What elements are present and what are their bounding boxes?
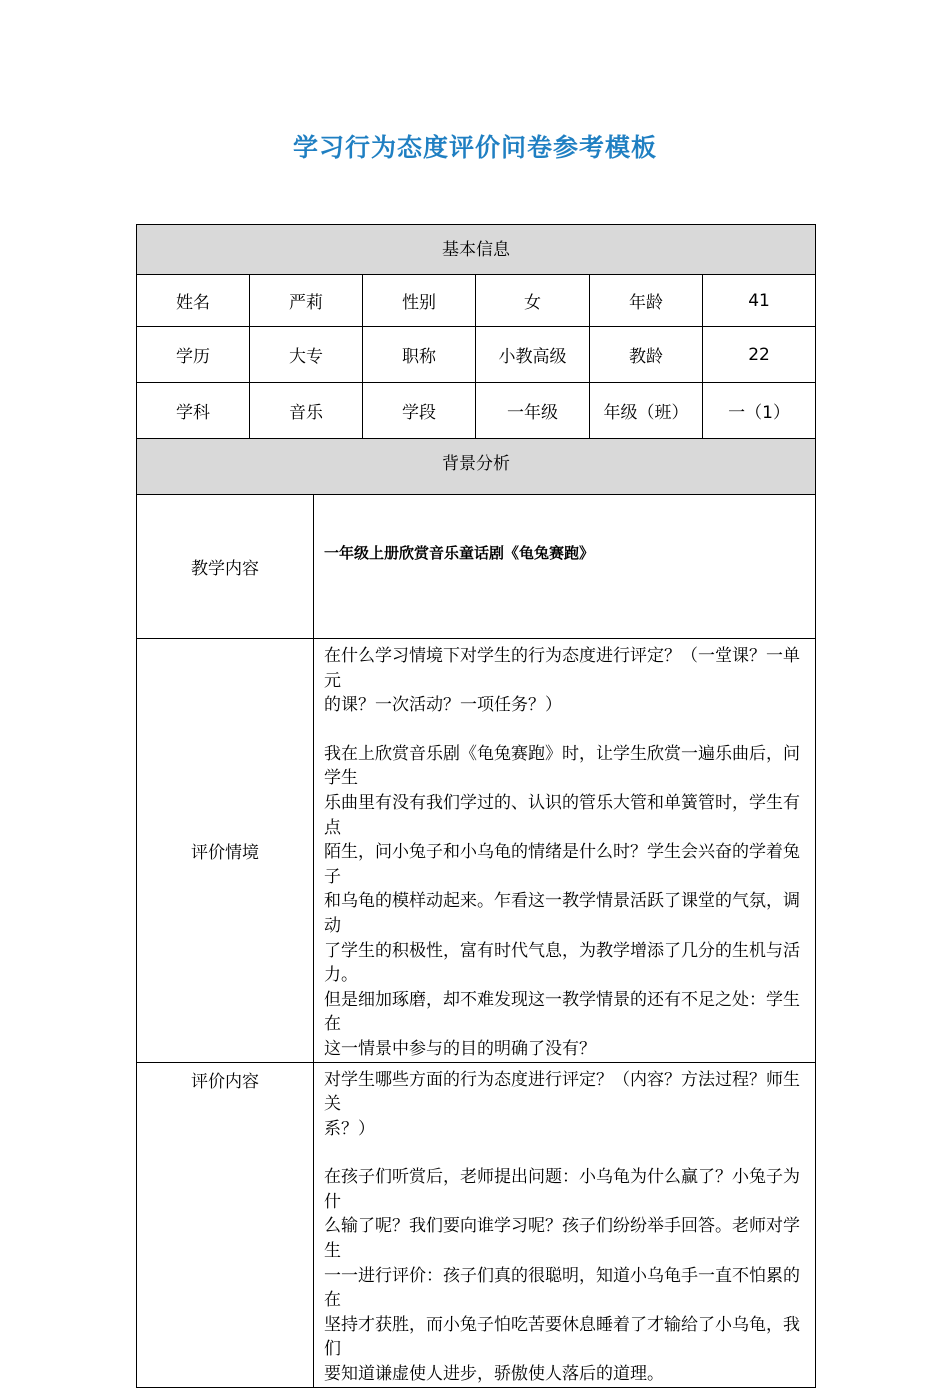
label-education: 学历 — [137, 327, 250, 383]
value-age: 41 — [703, 275, 816, 327]
eval-content-row — [137, 1062, 816, 1387]
eval-context-answer-line: 我在上欣赏音乐剧《龟兔赛跑》时，让学生欣赏一遍乐曲后，问学生 — [324, 743, 800, 789]
eval-content-label: 评价内容 — [137, 1062, 314, 1387]
eval-content-answer-line: 一一进行评价：孩子们真的很聪明，知道小乌龟手一直不怕累的在 — [324, 1265, 800, 1311]
value-subject: 音乐 — [250, 383, 363, 439]
eval-context-answer-line: 和乌龟的模样动起来。乍看这一教学情景活跃了课堂的气氛，调动 — [324, 891, 800, 936]
value-title: 小教高级 — [476, 327, 590, 383]
value-stage: 一年级 — [476, 383, 590, 439]
teaching-content-value: 一年级上册欣赏音乐童话剧《龟兔赛跑》 — [324, 544, 595, 562]
info-row-1 — [137, 275, 816, 327]
eval-context-answer-line: 乐曲里有没有我们学过的、认识的管乐大管和单簧管时，学生有点 — [324, 792, 800, 838]
value-teaching-years: 22 — [703, 327, 816, 383]
teaching-content-row — [137, 495, 816, 639]
label-teaching-years: 教龄 — [590, 327, 703, 383]
label-class: 年级（班） — [590, 383, 703, 439]
eval-context-answer-line: 了学生的积极性，富有时代气息，为教学增添了几分的生机与活力。 — [324, 940, 800, 986]
label-stage: 学段 — [363, 383, 476, 439]
label-age: 年龄 — [590, 275, 703, 327]
label-title: 职称 — [363, 327, 476, 383]
label-gender: 性别 — [363, 275, 476, 327]
eval-content-answer-line: 在孩子们听赏后，老师提出问题：小乌龟为什么赢了？小兔子为什 — [324, 1167, 800, 1212]
page-title: 学习行为态度评价问卷参考模板 — [292, 133, 657, 162]
eval-content-question-line: 对学生哪些方面的行为态度进行评定？（内容？方法过程？师生关 — [324, 1069, 800, 1115]
teaching-content-label: 教学内容 — [137, 495, 314, 639]
eval-content-text — [314, 1062, 816, 1387]
eval-content-answer-line: 坚持才获胜，而小兔子怕吃苦要休息睡着了才输给了小乌龟，我们 — [324, 1314, 800, 1360]
eval-context-answer-line: 但是细加琢磨，却不难发现这一教学情景的还有不足之处：学生在 — [324, 989, 800, 1035]
info-row-3 — [137, 383, 816, 439]
label-subject: 学科 — [137, 383, 250, 439]
basic-info-header: 基本信息 — [137, 225, 816, 275]
eval-context-answer-line: 这一情景中参与的目的明确了没有？ — [324, 1038, 596, 1059]
eval-content-question-line: 系？） — [324, 1118, 375, 1139]
value-name: 严莉 — [250, 275, 363, 327]
eval-context-question-line: 在什么学习情境下对学生的行为态度进行评定？（一堂课？一单元 — [324, 646, 800, 691]
value-class: 一（1） — [703, 383, 816, 439]
eval-context-row — [137, 639, 816, 1063]
value-gender: 女 — [476, 275, 590, 327]
background-header: 背景分析 — [137, 439, 816, 495]
info-row-2 — [137, 327, 816, 383]
eval-content-answer-line: 么输了呢？我们要向谁学习呢？孩子们纷纷举手回答。老师对学生 — [324, 1216, 800, 1262]
eval-context-text — [314, 639, 816, 1063]
value-education: 大专 — [250, 327, 363, 383]
eval-context-label: 评价情境 — [137, 639, 314, 1063]
eval-context-answer-line: 陌生，问小兔子和小乌龟的情绪是什么时？学生会兴奋的学着兔子 — [324, 842, 800, 887]
label-name: 姓名 — [137, 275, 250, 327]
eval-content-answer-line: 要知道谦虚使人进步，骄傲使人落后的道理。 — [324, 1364, 664, 1385]
evaluation-form-table — [136, 224, 816, 1388]
eval-context-question-line: 的课？一次活动？一项任务？） — [324, 695, 562, 716]
